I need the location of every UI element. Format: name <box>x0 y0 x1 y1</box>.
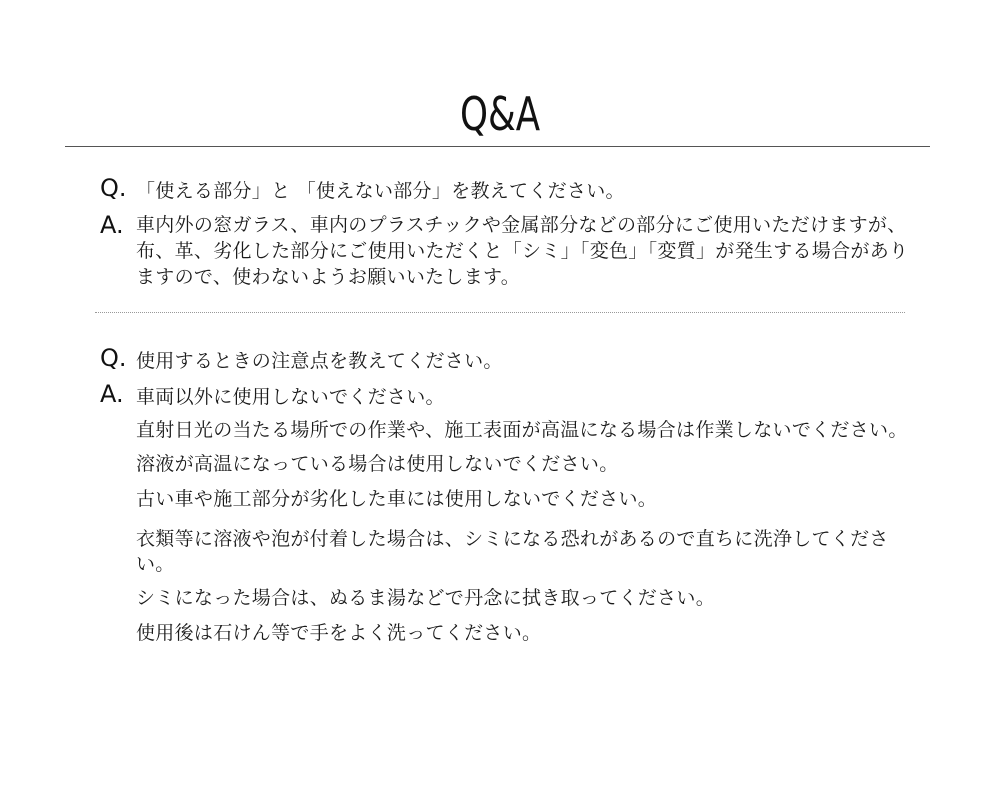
page-title: Q&A <box>459 87 541 141</box>
title-divider <box>65 146 930 147</box>
answer-row <box>100 382 910 646</box>
question-row <box>100 176 910 212</box>
answer-lead-text: 車両以外に使用しないでください。 <box>136 386 445 408</box>
answer-marker: A. <box>100 211 124 239</box>
qa-item-2 <box>100 346 910 646</box>
question-marker: Q. <box>100 344 127 372</box>
answer-paragraph: 溶液が高温になっている場合は使用しないでください。 <box>136 453 619 475</box>
qa-item-1 <box>100 176 910 290</box>
section-divider <box>95 312 905 313</box>
answer-text: 車内外の窓ガラス、車内のプラスチックや金属部分などの部分にご使用いただけますが、布、革、劣化した部分にご使用いただくと「シミ」「変色」「変質」が発生する場合がありますので、使わないようお願いいたします。 <box>136 214 909 288</box>
answer-marker: A. <box>100 380 124 408</box>
answer-paragraph: 使用後は石けん等で手をよく洗ってください。 <box>136 622 542 644</box>
question-row <box>100 346 910 382</box>
answer-paragraph: 古い車や施工部分が劣化した車には使用しないでください。 <box>136 488 658 510</box>
question-text: 「使える部分」と 「使えない部分」を教えてください。 <box>136 180 625 202</box>
answer-row <box>100 212 910 290</box>
answer-paragraph: 衣類等に溶液や泡が付着した場合は、シミになる恐れがあるので直ちに洗浄してください。 <box>136 528 889 575</box>
answer-paragraph: 直射日光の当たる場所での作業や、施工表面が高温になる場合は作業しないでください。 <box>136 419 908 441</box>
answer-paragraph: シミになった場合は、ぬるま湯などで丹念に拭き取ってください。 <box>136 587 716 609</box>
question-text: 使用するときの注意点を教えてください。 <box>136 350 503 372</box>
question-marker: Q. <box>100 174 127 202</box>
